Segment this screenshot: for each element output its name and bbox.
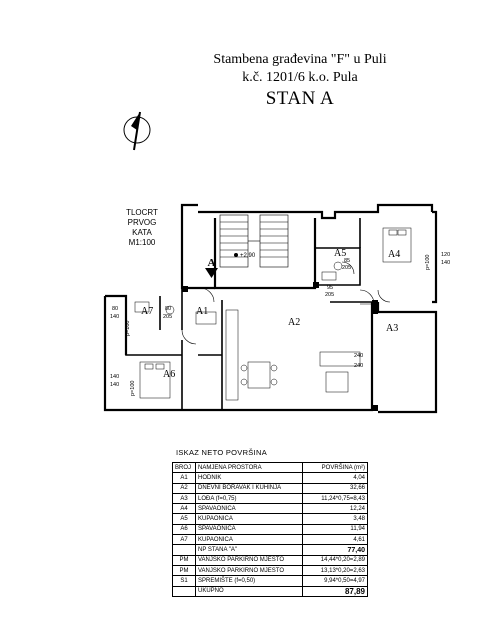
cell-area: 77,40 — [303, 545, 368, 555]
svg-text:80: 80 — [165, 306, 172, 312]
room-label-a6: A6 — [163, 369, 176, 380]
room-label-a1: A1 — [196, 306, 209, 317]
svg-text:80: 80 — [112, 306, 119, 312]
cell-number — [173, 586, 196, 596]
room-label-a5: A5 — [334, 248, 347, 259]
table-row — [173, 514, 368, 524]
area-table — [172, 462, 368, 597]
table-row — [173, 535, 368, 545]
room-label-a3: A3 — [386, 323, 399, 334]
header-number: BROJ — [173, 463, 196, 473]
cell-name: VANJSKO PARKIRNO MJESTO — [196, 565, 303, 575]
table-row — [173, 555, 368, 565]
cell-number: A3 — [173, 493, 196, 503]
cell-number: A6 — [173, 524, 196, 534]
cell-number: S1 — [173, 576, 196, 586]
room-labels — [141, 248, 400, 380]
cell-number: A4 — [173, 504, 196, 514]
svg-text:205: 205 — [325, 292, 335, 298]
table-title: ISKAZ NETO POVRŠINA — [176, 448, 267, 457]
cell-number — [173, 545, 196, 555]
cell-number: PM — [173, 555, 196, 565]
plan-caption-line: PRVOG — [127, 218, 157, 227]
svg-text:205: 205 — [342, 265, 352, 271]
cell-area: 3,48 — [303, 514, 368, 524]
svg-text:p=100: p=100 — [130, 380, 136, 396]
cell-number: A5 — [173, 514, 196, 524]
cell-name: UKUPNO — [196, 586, 303, 596]
furniture — [135, 228, 411, 400]
table-row — [173, 493, 368, 503]
plan-caption-line: M1:100 — [128, 238, 156, 247]
cell-name: SPAVAONICA — [196, 504, 303, 514]
plan-caption-line: KATA — [132, 228, 152, 237]
cell-name: KUPAONICA — [196, 535, 303, 545]
svg-text:85: 85 — [344, 258, 351, 264]
table-row — [173, 565, 368, 575]
cell-area: 13,13*0,20=2,63 — [303, 565, 368, 575]
svg-text:140: 140 — [110, 314, 120, 320]
svg-text:p=100: p=100 — [125, 320, 131, 336]
svg-text:205: 205 — [163, 314, 173, 320]
title-building: Stambena građevina "F" u Puli — [213, 52, 387, 67]
table-row — [173, 504, 368, 514]
dimension-labels — [110, 252, 450, 396]
header-area: POVRŠINA (m²) — [303, 463, 368, 473]
svg-text:140: 140 — [441, 260, 451, 266]
north-arrow-icon — [124, 112, 150, 150]
cell-name: KUPAONICA — [196, 514, 303, 524]
cell-area: 32,66 — [303, 483, 368, 493]
cell-name: VANJSKO PARKIRNO MJESTO — [196, 555, 303, 565]
cell-area: 4,61 — [303, 535, 368, 545]
cell-area: 4,04 — [303, 473, 368, 483]
total-row — [173, 586, 368, 596]
cell-area: 11,94 — [303, 524, 368, 534]
staircase — [220, 215, 288, 267]
table-row — [173, 576, 368, 586]
title-cadastral: k.č. 1201/6 k.o. Pula — [242, 70, 358, 85]
cell-number: A2 — [173, 483, 196, 493]
table-row — [173, 524, 368, 534]
svg-text:120: 120 — [441, 252, 451, 258]
cell-area: 12,24 — [303, 504, 368, 514]
svg-text:140: 140 — [110, 382, 120, 388]
table-row — [173, 483, 368, 493]
cell-number: PM — [173, 565, 196, 575]
plan-caption-line: TLOCRT — [126, 208, 158, 217]
cell-name: SPAVAONICA — [196, 524, 303, 534]
cell-area: 87,89 — [303, 586, 368, 596]
cell-name: DNEVNI BORAVAK I KUHINJA — [196, 483, 303, 493]
cell-name: NP STANA "A" — [196, 545, 303, 555]
svg-text:+2,90: +2,90 — [240, 253, 256, 259]
table-header-row — [173, 463, 368, 473]
cell-number: A7 — [173, 535, 196, 545]
cell-area: 11,24*0,75=8,43 — [303, 493, 368, 503]
cell-area: 9,94*0,50=4,97 — [303, 576, 368, 586]
table-row — [173, 473, 368, 483]
subtotal-row — [173, 545, 368, 555]
svg-text:p=100: p=100 — [425, 254, 431, 270]
header-purpose: NAMJENA PROSTORA — [196, 463, 303, 473]
cell-name: HODNIK — [196, 473, 303, 483]
title-apartment: STAN A — [265, 88, 335, 109]
svg-text:95: 95 — [327, 285, 334, 291]
cell-number: A1 — [173, 473, 196, 483]
room-label-a2: A2 — [288, 317, 301, 328]
room-label-a4: A4 — [388, 249, 401, 260]
svg-text:240: 240 — [354, 353, 364, 359]
cell-area: 14,44*0,20=2,89 — [303, 555, 368, 565]
svg-text:140: 140 — [110, 374, 120, 380]
cell-name: SPREMIŠTE (f=0,50) — [196, 576, 303, 586]
cell-name: LOĐA (f=0,75) — [196, 493, 303, 503]
svg-text:A: A — [207, 257, 216, 269]
room-label-a7: A7 — [141, 306, 154, 317]
svg-text:240: 240 — [354, 363, 364, 369]
